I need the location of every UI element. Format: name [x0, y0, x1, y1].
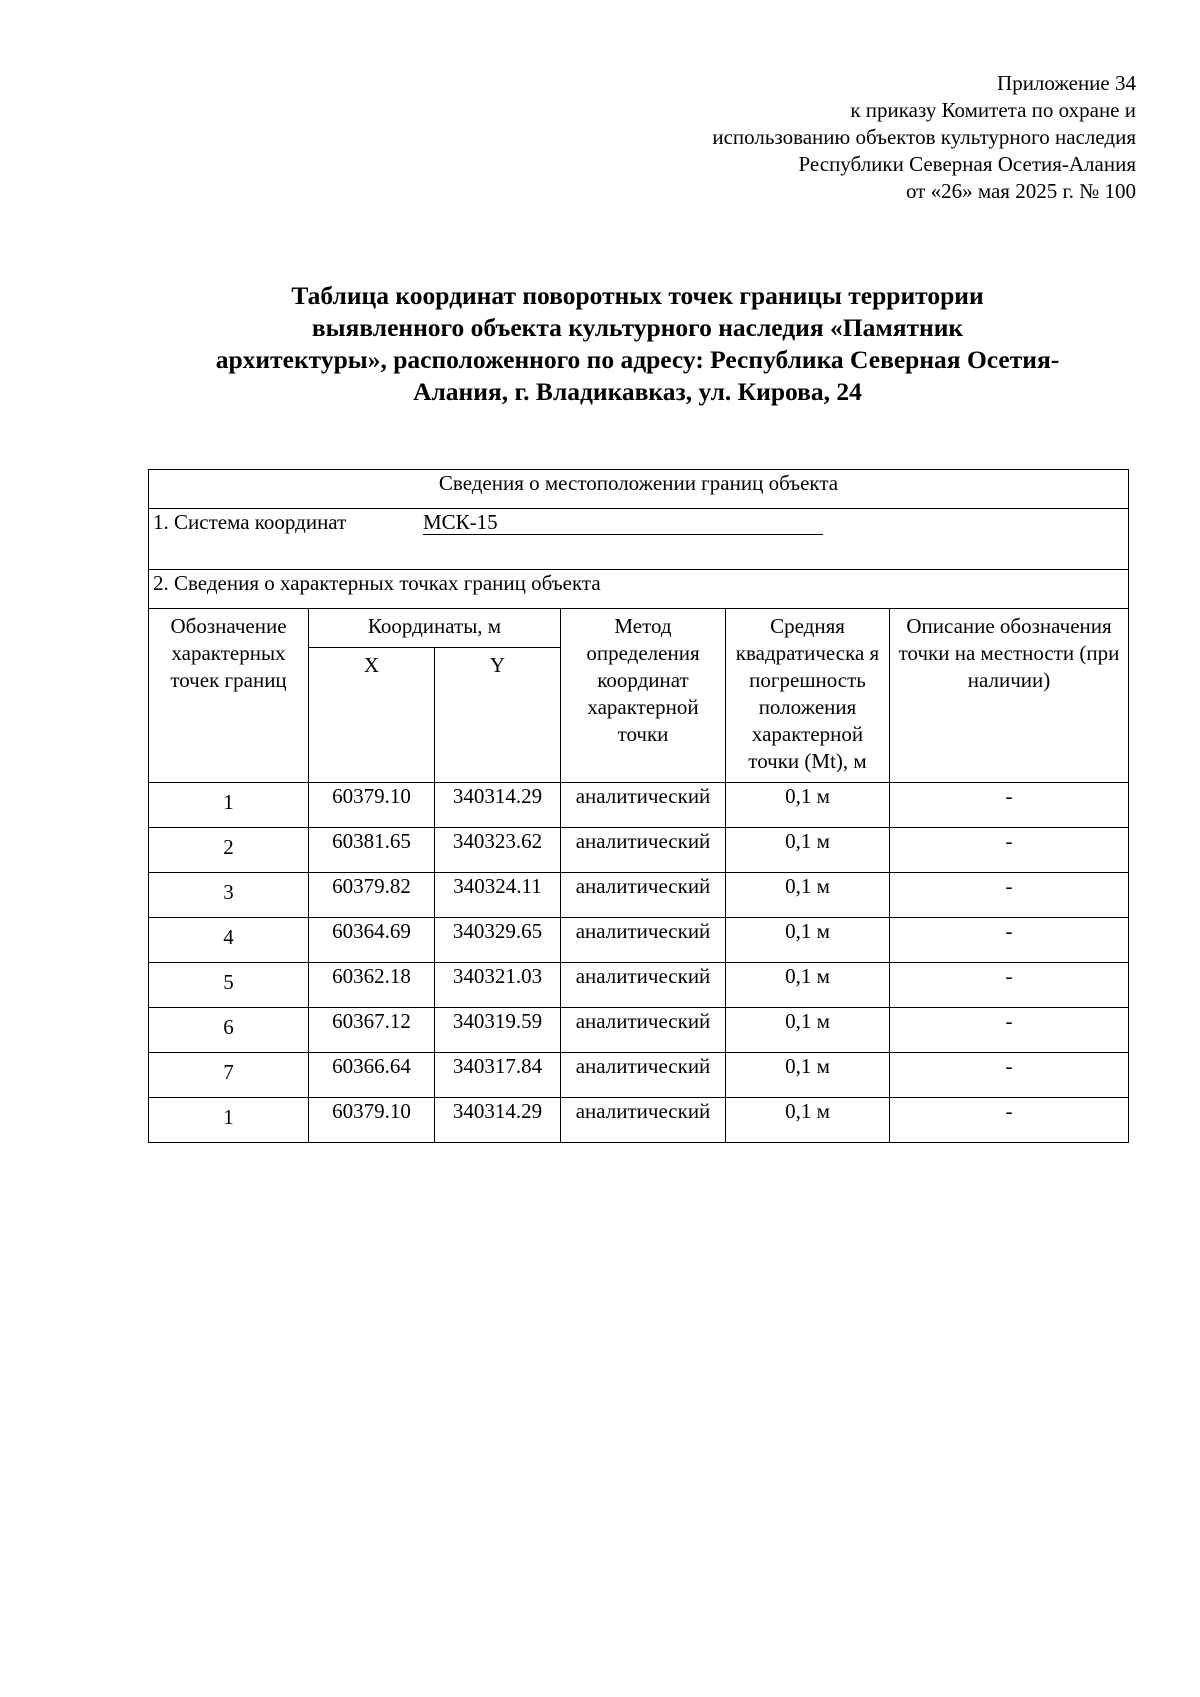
error-value: 0,1 м	[726, 783, 890, 828]
column-header-description: Описание обозначения точки на местности (при наличии)	[890, 609, 1129, 783]
column-header-row	[149, 609, 1129, 648]
column-header-designation: Обозначение характерных точек границ	[149, 609, 309, 783]
description: -	[890, 1098, 1129, 1143]
method: аналитический	[561, 918, 726, 963]
table-row	[149, 873, 1129, 918]
info-header: Сведения о местоположении границ объекта	[149, 470, 1129, 509]
error-value: 0,1 м	[726, 963, 890, 1008]
points-title-row	[149, 570, 1129, 609]
point-number: 5	[149, 963, 309, 1008]
description: -	[890, 873, 1129, 918]
coord-y: 340314.29	[435, 783, 561, 828]
coord-x: 60381.65	[309, 828, 435, 873]
method: аналитический	[561, 1098, 726, 1143]
column-header-y: Y	[435, 648, 561, 783]
coord-y: 340324.11	[435, 873, 561, 918]
coord-y: 340314.29	[435, 1098, 561, 1143]
coord-x: 60379.82	[309, 873, 435, 918]
coordinate-system-cell	[149, 509, 1129, 570]
title-line: Таблица координат поворотных точек границы территории	[291, 281, 984, 310]
point-number: 4	[149, 918, 309, 963]
table-row	[149, 918, 1129, 963]
method: аналитический	[561, 828, 726, 873]
coordinate-system-label: 1. Система координат	[153, 510, 347, 534]
method: аналитический	[561, 783, 726, 828]
point-number: 7	[149, 1053, 309, 1098]
info-header-row	[149, 470, 1129, 509]
point-number: 6	[149, 1008, 309, 1053]
title-line: Алания, г. Владикавказ, ул. Кирова, 24	[413, 377, 862, 406]
table-row	[149, 1008, 1129, 1053]
point-number: 2	[149, 828, 309, 873]
column-header-coordinates: Координаты, м	[309, 609, 561, 648]
coord-x: 60379.10	[309, 783, 435, 828]
appendix-line: от «26» мая 2025 г. № 100	[905, 179, 1136, 203]
error-value: 0,1 м	[726, 1053, 890, 1098]
method: аналитический	[561, 1008, 726, 1053]
error-value: 0,1 м	[726, 873, 890, 918]
error-value: 0,1 м	[726, 1008, 890, 1053]
coordinate-system-value: МСК-15	[423, 510, 823, 535]
title-line: архитектуры», расположенного по адресу: Республика Северная Осетия-	[215, 345, 1060, 374]
appendix-line: Республики Северная Осетия-Алания	[798, 152, 1136, 176]
description: -	[890, 783, 1129, 828]
column-header-error: Средняя квадратическа я погрешность положения характерной точки (Mt), м	[726, 609, 890, 783]
table-row	[149, 1053, 1129, 1098]
description: -	[890, 1008, 1129, 1053]
coord-y: 340329.65	[435, 918, 561, 963]
error-value: 0,1 м	[726, 1098, 890, 1143]
method: аналитический	[561, 873, 726, 918]
appendix-line: к приказу Комитета по охране и	[850, 98, 1136, 122]
method: аналитический	[561, 963, 726, 1008]
description: -	[890, 918, 1129, 963]
title-line: выявленного объекта культурного наследия «Памятник	[311, 313, 964, 342]
error-value: 0,1 м	[726, 918, 890, 963]
error-value: 0,1 м	[726, 828, 890, 873]
table-row	[149, 1098, 1129, 1143]
point-number: 1	[149, 1098, 309, 1143]
coord-y: 340323.62	[435, 828, 561, 873]
appendix-line: использованию объектов культурного наследия	[712, 125, 1136, 149]
coord-x: 60367.12	[309, 1008, 435, 1053]
table-row	[149, 963, 1129, 1008]
coord-x: 60366.64	[309, 1053, 435, 1098]
coord-x: 60379.10	[309, 1098, 435, 1143]
appendix-header	[436, 70, 1136, 205]
document-title	[150, 280, 1125, 408]
coord-x: 60364.69	[309, 918, 435, 963]
column-header-method: Метод определения координат характерной точки	[561, 609, 726, 783]
column-header-x: X	[309, 648, 435, 783]
coord-y: 340321.03	[435, 963, 561, 1008]
coordinates-table	[148, 469, 1129, 1143]
coord-y: 340319.59	[435, 1008, 561, 1053]
description: -	[890, 828, 1129, 873]
coordinate-system-row	[149, 509, 1129, 570]
coord-x: 60362.18	[309, 963, 435, 1008]
point-number: 1	[149, 783, 309, 828]
table-row	[149, 783, 1129, 828]
table-row	[149, 828, 1129, 873]
appendix-line: Приложение 34	[997, 71, 1136, 95]
description: -	[890, 963, 1129, 1008]
description: -	[890, 1053, 1129, 1098]
method: аналитический	[561, 1053, 726, 1098]
point-number: 3	[149, 873, 309, 918]
coord-y: 340317.84	[435, 1053, 561, 1098]
points-title: 2. Сведения о характерных точках границ объекта	[149, 570, 1129, 609]
